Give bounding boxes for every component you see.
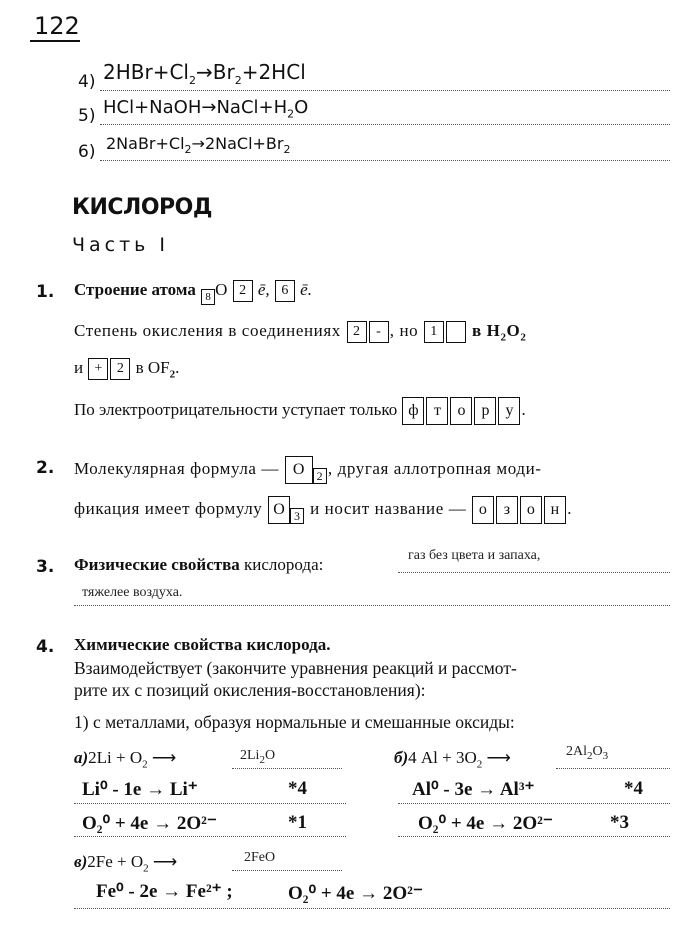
q4-line-1: Химические свойства кислорода. xyxy=(74,635,331,654)
answer-line xyxy=(556,768,670,769)
q2-line-1: Молекулярная формула — O 2 , другая аллотропная моди- xyxy=(74,456,542,484)
reaction-v-product[interactable]: 2FeO xyxy=(244,850,276,865)
q1-line-1 xyxy=(74,280,312,305)
q1-line-3: и + 2 в $OF_2$. xyxy=(74,358,180,381)
reaction-equation-4: $2HBr+Cl_2\to Br_2+2HCl$ xyxy=(103,60,306,87)
reaction-equation-6: $2NaBr+Cl_2\to 2NaCl+Br_2$ xyxy=(106,134,291,157)
coefficient-a-1[interactable]: *4 xyxy=(288,778,307,799)
reaction-b-product[interactable]: $2Al_2O_3$ xyxy=(566,744,609,762)
answer-line xyxy=(100,90,670,91)
formula-box-2[interactable]: O xyxy=(268,496,290,524)
half-reaction-a-1[interactable]: Li⁰ - 1e → Li⁺ xyxy=(82,779,198,800)
q4-line-2: Взаимодействует (закончите уравнения реакций и рассмот- xyxy=(74,658,517,678)
reaction-label-5: 5) xyxy=(78,106,96,126)
q1-title: Строение атома xyxy=(74,280,196,299)
ox-box-4[interactable] xyxy=(446,321,466,343)
answer-line xyxy=(398,572,670,573)
ox-box-6[interactable]: 2 xyxy=(110,358,130,380)
reaction-a-product[interactable]: $2Li_2O$ xyxy=(240,748,276,766)
electron-symbol: ē. xyxy=(300,280,312,299)
letter-box[interactable]: н xyxy=(544,496,566,524)
coefficient-b-2[interactable]: *3 xyxy=(610,812,629,833)
answer-line xyxy=(398,803,670,804)
electron-symbol: ē, xyxy=(257,280,270,299)
q4-line-4: 1) с металлами, образуя нормальные и смешанные оксиды: xyxy=(74,712,515,732)
letter-box[interactable]: у xyxy=(498,397,520,425)
half-reaction-v-2[interactable]: O₂⁰ + 4e → 2O²⁻ xyxy=(288,883,423,904)
formula-sub-box-1[interactable]: 2 xyxy=(313,468,327,484)
q3-answer-2[interactable]: тяжелее воздуха. xyxy=(82,585,183,600)
half-reaction-a-2[interactable]: O₂⁰ + 4e → 2O²⁻ xyxy=(82,813,217,834)
reaction-a: $а)2Li + O_2$ ⟶ xyxy=(74,748,177,771)
ox-box-2[interactable]: - xyxy=(369,321,389,343)
page-number-underline xyxy=(30,40,80,42)
question-number-4: 4. xyxy=(36,637,55,657)
q1-line-4: По электроотрицательности уступает только ф т о р у . xyxy=(74,397,526,425)
question-number-2: 2. xyxy=(36,458,55,478)
q1-line-2: Степень окисления в соединениях 2 - , но 1 в $H_2O_2$ xyxy=(74,321,527,344)
answer-line xyxy=(100,160,670,161)
answer-line xyxy=(74,836,346,837)
reaction-v: $в)2Fe + O_2$ ⟶ xyxy=(74,852,178,875)
q2-line-2: фикация имеет формулу O 3 и носит название — о з о н . xyxy=(74,496,572,524)
letter-box[interactable]: о xyxy=(520,496,542,524)
half-reaction-b-1[interactable]: Al⁰ - 3e → Al³⁺ xyxy=(412,779,535,800)
q3-line-1: Физические свойства кислорода: xyxy=(74,555,324,574)
q3-answer-1[interactable]: газ без цвета и запаха, xyxy=(408,548,541,563)
letter-box[interactable]: ф xyxy=(402,397,424,425)
answer-line xyxy=(398,836,670,837)
question-number-1: 1. xyxy=(36,282,55,302)
answer-box-electrons-1[interactable]: 2 xyxy=(233,280,253,302)
mass-number-box: 8 xyxy=(201,289,215,305)
half-reaction-v-1[interactable]: Fe⁰ - 2e → Fe²⁺ ; xyxy=(96,881,233,902)
ox-box-1[interactable]: 2 xyxy=(347,321,367,343)
question-number-3: 3. xyxy=(36,557,55,577)
letter-box[interactable]: з xyxy=(496,496,518,524)
formula-sub-box-2[interactable]: 3 xyxy=(290,508,304,524)
answer-line xyxy=(74,803,346,804)
answer-line xyxy=(232,768,342,769)
element-symbol: O xyxy=(215,280,228,299)
letter-box[interactable]: т xyxy=(426,397,448,425)
q4-line-3: рите их с позиций окисления-восстановления): xyxy=(74,680,426,700)
page-number: 122 xyxy=(34,12,80,40)
section-title: КИСЛОРОД xyxy=(72,195,212,220)
coefficient-a-2[interactable]: *1 xyxy=(288,812,307,833)
letter-box[interactable]: о xyxy=(472,496,494,524)
reaction-equation-5: $HCl+NaOH\to NaCl+H_2O$ xyxy=(103,97,309,121)
letter-box[interactable]: р xyxy=(474,397,496,425)
ox-box-5[interactable]: + xyxy=(88,358,108,380)
letter-box[interactable]: о xyxy=(450,397,472,425)
answer-line xyxy=(232,870,342,871)
coefficient-b-1[interactable]: *4 xyxy=(624,778,643,799)
answer-line xyxy=(74,605,670,606)
answer-box-electrons-2[interactable]: 6 xyxy=(275,280,295,302)
answer-line xyxy=(100,124,670,125)
ox-box-3[interactable]: 1 xyxy=(424,321,444,343)
reaction-label-4: 4) xyxy=(78,72,96,92)
formula-box-1[interactable]: O xyxy=(285,456,313,484)
answer-line xyxy=(74,908,670,909)
reaction-label-6: 6) xyxy=(78,142,96,162)
part-title: Часть I xyxy=(72,234,170,256)
half-reaction-b-2[interactable]: O₂⁰ + 4e → 2O²⁻ xyxy=(418,813,553,834)
reaction-b: б)4 $Al + 3O_2$ ⟶ xyxy=(394,748,511,771)
